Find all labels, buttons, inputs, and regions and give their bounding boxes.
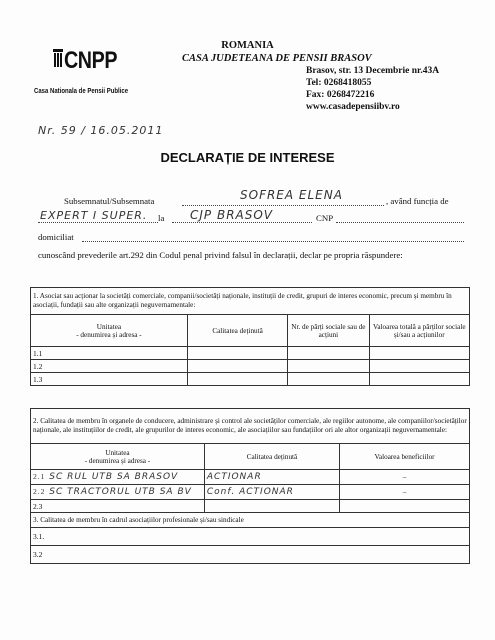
function-label: , având funcția de <box>386 196 449 206</box>
header-institution: CASA JUDETEANA DE PENSII BRASOV <box>182 53 372 64</box>
s2-row-unit: 2.2 SC TRACTORUL UTB SA BV <box>31 485 205 500</box>
declarant-name: SOFREA ELENA <box>240 188 343 202</box>
s1-col-unit: Unitatea - denumirea și adresa - <box>31 315 188 347</box>
s2-row-role: Conf. ACTIONAR <box>204 485 339 500</box>
declarant-label: Subsemnatul/Subsemnata <box>64 196 155 206</box>
s2-row-value: – <box>340 485 470 500</box>
legal-statement: cunoscând prevederile art.292 din Codul penal privind falsul în declarații, declar pe propria răspundere: <box>38 250 403 260</box>
employer: CJP BRASOV <box>190 208 274 222</box>
s2-row-role: ACTIONAR <box>204 470 339 485</box>
s2-row-num: 2.1 <box>33 472 46 481</box>
logo-text: CNPP <box>64 47 118 74</box>
cnpp-logo-icon <box>52 48 64 68</box>
header-tel: Tel: 0268418055 <box>306 78 372 88</box>
section2-table <box>30 408 470 564</box>
page-title: DECLARAȚIE DE INTERESE <box>160 150 335 165</box>
header-address: Brasov, str. 13 Decembrie nr.43A <box>306 66 440 76</box>
s2-row-value <box>340 500 470 513</box>
s3-row-num: 3.2 <box>31 546 470 564</box>
domicile-label: domiciliat <box>38 232 74 242</box>
la-label: la <box>158 213 165 223</box>
section1-table <box>30 287 470 386</box>
s2-row-value: – <box>340 470 470 485</box>
header-web: www.casadepensiibv.ro <box>306 102 400 112</box>
s2-col-role: Calitatea deținută <box>204 444 339 470</box>
section2-heading: 2. Calitatea de membru în organele de conducere, administrare și control ale societăților comerciale, ale regiilor autonome, ale companiilor/societăților naționale, ale instituțiilor de credit, ale grupurilor de interes economic, ale asociațiilor sau fundațiilor ori ale altor organizații neguvernamentale: <box>31 409 470 444</box>
cnp-label: CNP <box>316 213 334 223</box>
s3-row-num: 3.1. <box>31 528 470 546</box>
s1-row-num: 1.1 <box>31 347 188 360</box>
section3-heading: 3. Calitatea de membru în cadrul asociațiilor profesionale și/sau sindicale <box>31 513 470 528</box>
s1-row-num: 1.2 <box>31 360 188 373</box>
header-country: ROMANIA <box>221 40 274 51</box>
section1-heading: 1. Asociat sau acționar la societăți comerciale, companii/societăți naționale, instituții de credit, grupuri de interes economic, precum și membru în asociații, fundații sau alte organizații neguvernamentale: <box>31 288 470 315</box>
s2-row-unit: 2.1 SC RUL UTB SA BRASOV <box>31 470 205 485</box>
s2-row-num: 2.2 <box>33 487 46 496</box>
declarant-function: EXPERT I SUPER. <box>40 209 148 222</box>
s1-col-role: Calitatea deținută <box>187 315 287 347</box>
s1-col-shares: Nr. de părți sociale sau de acțiuni <box>288 315 369 347</box>
s1-col-value: Valoarea totală a părților sociale și/sau a acțiunilor <box>369 315 470 347</box>
s2-row-num: 2.3 <box>31 500 205 513</box>
s2-col-value: Valoarea beneficiilor <box>340 444 470 470</box>
logo-subtitle: Casa Nationala de Pensii Publice <box>34 86 129 95</box>
registration-number: Nr. 59 / 16.05.2011 <box>38 124 164 137</box>
s2-col-unit: Unitatea - denumirea și adresa - <box>31 444 205 470</box>
header-fax: Fax: 0268472216 <box>306 90 375 100</box>
s2-row-role <box>204 500 339 513</box>
s1-row-num: 1.3 <box>31 373 188 386</box>
